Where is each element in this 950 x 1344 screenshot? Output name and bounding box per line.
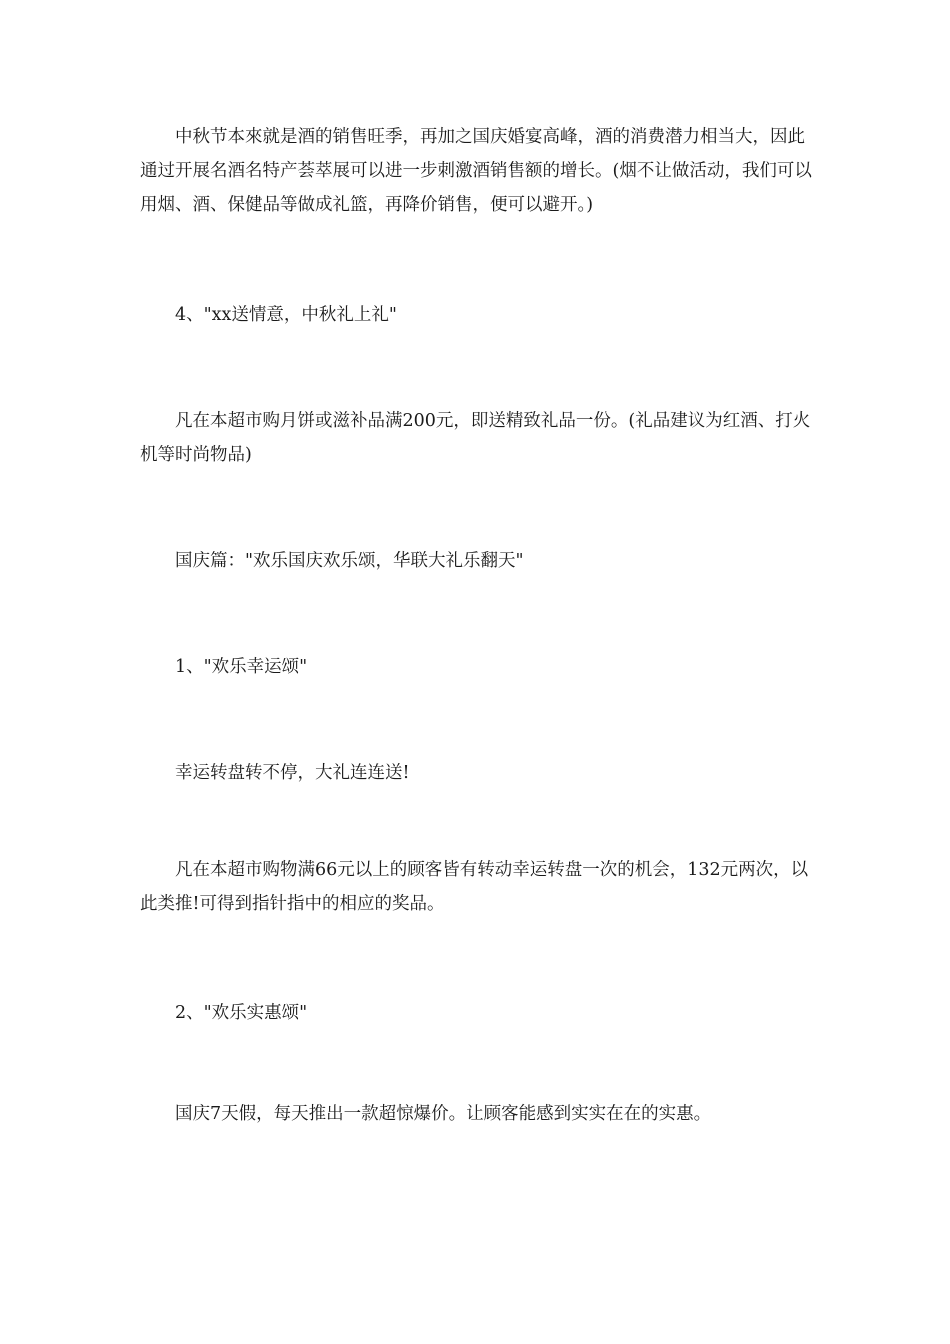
heading-gift-promotion: 4、"xx送情意，中秋礼上礼"	[175, 305, 397, 325]
paragraph-lucky-wheel-rules: 凡在本超市购物满66元以上的顾客皆有转动幸运转盘一次的机会，132元两次，以此类推!可得到指针指中的相应的奖品。	[140, 860, 809, 914]
heading-lucky-wheel: 1、"欢乐幸运颂"	[175, 657, 308, 677]
paragraph-gift-offer: 凡在本超市购月饼或滋补品满200元，即送精致礼品一份。(礼品建议为红酒、打火机等时尚物品)	[140, 411, 811, 465]
paragraph-mid-autumn-wine: 中秋节本來就是酒的销售旺季，再加之国庆婚宴高峰，酒的消费潜力相当大，因此通过开展名酒名特产荟萃展可以进一步刺激酒销售额的增长。(烟不让做活动，我们可以用烟、酒、保健品等做成礼篮，再降价销售，便可以避开。)	[140, 127, 812, 215]
paragraph-lucky-wheel-intro: 幸运转盘转不停，大礼连连送!	[175, 763, 410, 783]
heading-national-day: 国庆篇："欢乐国庆欢乐颂，华联大礼乐翻天"	[175, 551, 524, 571]
paragraph-daily-deals: 国庆7天假，每天推出一款超惊爆价。让顾客能感到实实在在的实惠。	[175, 1104, 712, 1124]
heading-value-deals: 2、"欢乐实惠颂"	[175, 1003, 308, 1023]
